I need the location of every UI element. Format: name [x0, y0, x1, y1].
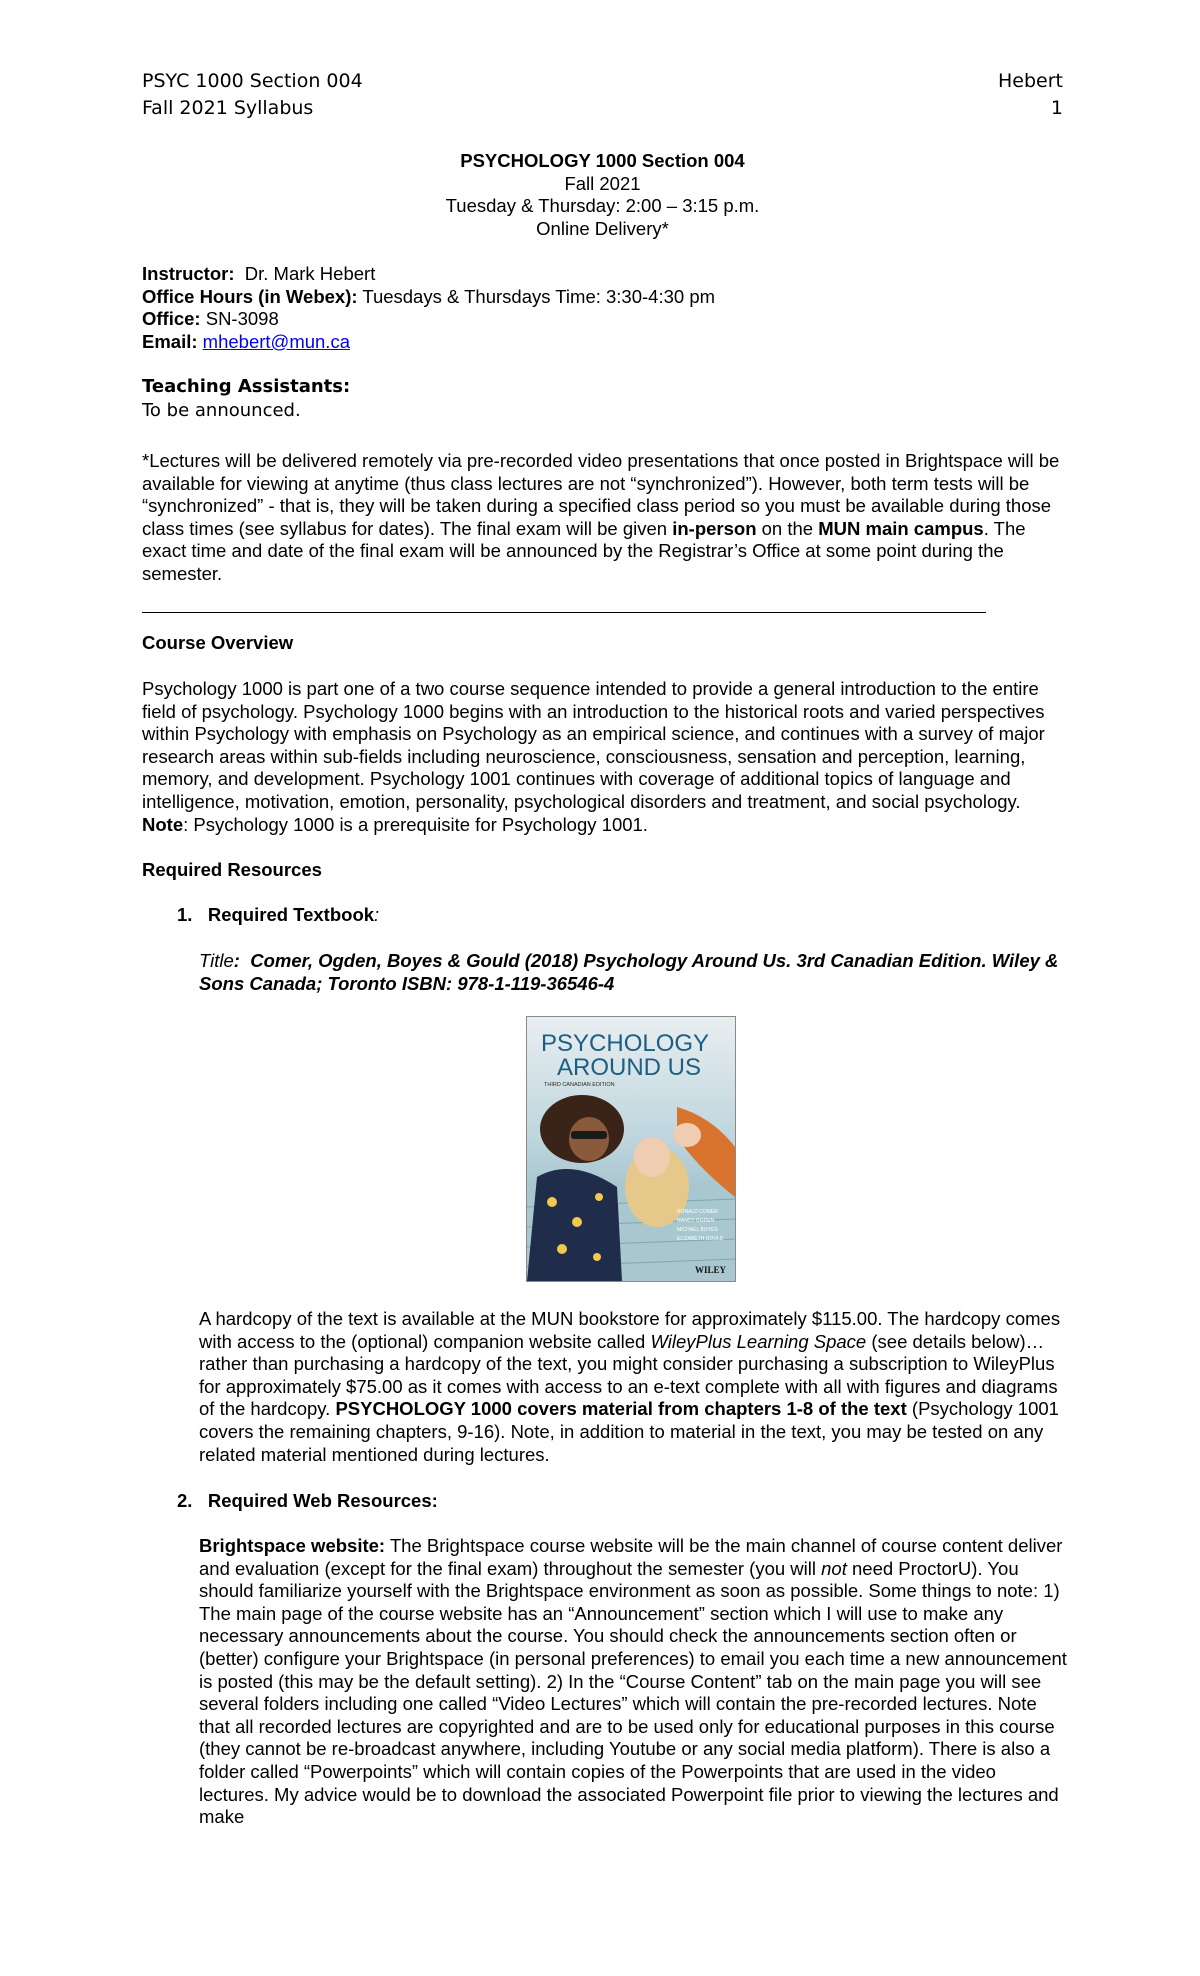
office-hours-line: Office Hours (in Webex): Tuesdays & Thursdays Time: 3:30-4:30 pm — [142, 285, 716, 307]
cover-title-line1: PSYCHOLOGY — [541, 1030, 710, 1057]
office-line: Office: SN-3098 — [142, 308, 279, 330]
cover-author-1: RONALD COMER — [677, 1209, 718, 1215]
hardcopy-paragraph: A hardcopy of the text is available at the MUN bookstore for approximately $115.00. The hardcopy comes with access to the (optional) companion website called WileyPlus Learning Space (see details below)…rather than purchasing a hardcopy of the text, you might consider purchasing a subscription to WileyPlus for approximately $75.00 as it comes with access to an e-text complete with all with figures and diagrams of the hardcopy. PSYCHOLOGY 1000 covers material from chapters 1-8 of the text (Psychology 1001 covers the remaining chapters, 9-16). Note, in addition to material in the text, you may be tested on any related material mentioned during lectures. — [199, 1308, 1061, 1465]
email-line: Email: mhebert@mun.ca — [142, 330, 350, 352]
cover-publisher: WILEY — [695, 1265, 727, 1275]
brightspace-paragraph: Brightspace website: The Brightspace course website will be the main channel of course content deliver and evaluation (except for the final exam) throughout the semester (you will not need ProctorU). You should familiarize yourself with the Brightspace environment as soon as possible. Some things to note: 1) The main page of the course website has an “Announcement” section which I will use to make any necessary announcements about the course. You should check the announcements section often or (better) configure your Brightspace (in personal preferences) to email you each time a new announcement is posted (this may be the default setting). 2) In the “Course Content” tab on the main page you will see several folders including one called “Video Lectures” which will contain the pre-recorded lectures. Note that all recorded lectures are copyrighted and are to be used only for educational purposes in this course (they cannot be re-broadcast anywhere, including Youtube or any social media platform). There is also a folder called “Powerpoints” which will contain copies of the Powerpoints that are used in the video lectures. My advice would be to download the associated Powerpoint file prior to viewing the lectures and make — [199, 1535, 1067, 1828]
ta-section — [142, 376, 1067, 423]
instructor-info — [142, 263, 1067, 353]
course-schedule: Tuesday & Thursday: 2:00 – 3:15 p.m. — [445, 195, 760, 217]
course-term: Fall 2021 — [564, 172, 641, 194]
overview-heading: Course Overview — [142, 632, 294, 653]
header-term: Fall 2021 Syllabus — [142, 97, 314, 119]
section-divider — [142, 612, 986, 613]
cover-edition: THIRD CANADIAN EDITION — [544, 1082, 615, 1088]
ta-heading: Teaching Assistants: — [142, 376, 351, 397]
cover-author-3: MICHAEL BOYES — [677, 1227, 718, 1233]
overview-body: Psychology 1000 is part one of a two course sequence intended to provide a general introduction to the entire field of psychology. Psychology 1000 begins with an introduction to the historical roots and varied perspectives within Psychology with emphasis on Psychology as an empirical science, and continues with a survey of major research areas within sub-fields including neuroscience, consciousness, sensation and perception, learning, memory, and development. Psychology 1001 continues with coverage of additional topics of language and intelligence, motivation, emotion, personality, psychological disorders and treatment, and social psychology. Note: Psychology 1000 is a prerequisite for Psychology 1001. — [142, 678, 1045, 835]
instructor-line: Instructor: Dr. Mark Hebert — [142, 263, 376, 284]
course-delivery: Online Delivery* — [536, 217, 669, 239]
header-course: PSYC 1000 Section 004 — [142, 70, 363, 92]
textbook-title: Title: Comer, Ogden, Boyes & Gould (2018) Psychology Around Us. 3rd Canadian Edition. Wiley & Sons Canada; Toronto ISBN: 978-1-119-36546-4 — [199, 950, 1059, 994]
header-author: Hebert — [998, 70, 1063, 92]
cover-illustration — [527, 1017, 735, 1281]
course-title: PSYCHOLOGY 1000 Section 004 — [460, 150, 745, 171]
delivery-notice: *Lectures will be delivered remotely via pre-recorded video presentations that once posted in Brightspace will be available for viewing at anytime (thus class lectures are not “synchronized”). However, both term tests will be “synchronized” - that is, they will be taken during a specified class period so you must be available during those class times (see syllabus for dates). The final exam will be given in-person on the MUN main campus. The exact time and date of the final exam will be announced by the Registrar’s Office at some point during the semester. — [142, 450, 1060, 584]
textbook-cover-image — [526, 1016, 736, 1282]
textbook-item-heading: 1. Required Textbook: — [177, 904, 380, 925]
title-block — [142, 150, 1063, 240]
web-resources-item-heading: 2. Required Web Resources: — [177, 1490, 438, 1511]
page-number: 1 — [1050, 97, 1063, 119]
ta-value: To be announced. — [142, 399, 301, 421]
cover-title-line2: AROUND US — [557, 1054, 702, 1081]
resources-heading: Required Resources — [142, 859, 322, 880]
email-link[interactable]: mhebert@mun.ca — [202, 330, 350, 352]
cover-author-2: NANCY OGDEN — [677, 1218, 715, 1224]
cover-author-4: ELIZABETH GOULD — [677, 1236, 724, 1242]
running-header-left — [142, 68, 363, 122]
running-header-right — [998, 68, 1063, 122]
